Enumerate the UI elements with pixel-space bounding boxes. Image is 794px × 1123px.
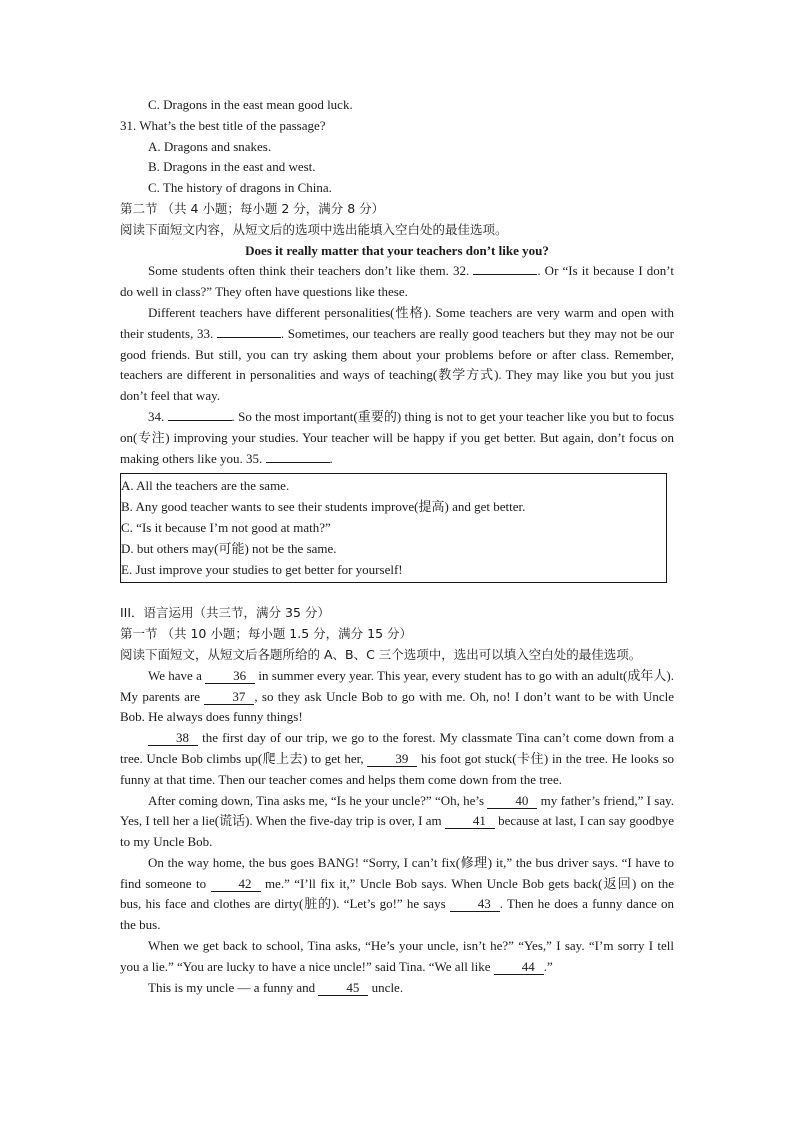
blank-33[interactable]	[217, 324, 281, 338]
blank-32[interactable]	[473, 261, 537, 275]
question-31-option-a: A. Dragons and snakes.	[148, 138, 272, 154]
exam-page	[120, 95, 674, 998]
option-d: D. but others may(可能) not be the same.	[121, 540, 337, 556]
blank-35[interactable]	[266, 449, 330, 463]
section3-header: III．语言运用（共三节，满分 35 分）	[120, 605, 330, 621]
blank-40[interactable]: 40	[487, 793, 537, 809]
blank-36[interactable]: 36	[205, 668, 255, 684]
section3-instruction: 阅读下面短文，从短文后各题所给的 A、B、C 三个选项中，选出可以填入空白处的最佳选项。	[120, 646, 642, 662]
question-31-option-c: C. The history of dragons in China.	[148, 180, 332, 196]
cloze-paragraph-6: This is my uncle — a funny and 45 uncle.	[148, 979, 404, 995]
section2-header: 第二节 （共 4 小题；每小题 2 分，满分 8 分）	[120, 200, 385, 216]
blank-38[interactable]: 38	[148, 730, 198, 746]
option-a: A. All the teachers are the same.	[121, 478, 290, 494]
options-box	[120, 473, 667, 583]
blank-45[interactable]: 45	[318, 980, 368, 996]
blank-34[interactable]	[168, 407, 232, 421]
question-31-option-b: B. Dragons in the east and west.	[148, 159, 316, 175]
cloze-paragraph-3: After coming down, Tina asks me, “Is he your uncle?” “Oh, he’s 40 my father’s friend,” I say. Yes, I tell her a lie(谎话). When the five-day trip is over, I am 41 because at last, I can say goodbye to my Uncle Bob.	[120, 792, 674, 850]
option-c: C. “Is it because I’m not good at math?”	[121, 519, 331, 535]
question-31: 31. What’s the best title of the passage?	[120, 117, 326, 133]
option-e: E. Just improve your studies to get better for yourself!	[121, 561, 403, 577]
cloze-paragraph-5: When we get back to school, Tina asks, “He’s your uncle, isn’t he?” “Yes,” I say. “I’m sorry I tell you a lie.” “You are lucky to have a nice uncle!” said Tina. “We all like 44 .”	[120, 938, 674, 974]
blank-43[interactable]: 43	[450, 896, 500, 912]
blank-42[interactable]: 42	[211, 876, 261, 892]
cloze-paragraph-2: 38 the first day of our trip, we go to the forest. My classmate Tina can’t come down from a tree. Uncle Bob climbs up(爬上去) to get her, 39 his foot got stuck(卡住) in the tree. He looks so funny at that time. Then our teacher comes and helps them come down from the tree.	[120, 730, 674, 787]
blank-39[interactable]: 39	[367, 751, 417, 767]
cloze-paragraph-4: On the way home, the bus goes BANG! “Sorry, I can’t fix(修理) it,” the bus driver says. “I have to find someone to 42 me.” “I’ll fix it,” Uncle Bob says. When Uncle Bob gets back(返回) on the bus, his face and clothes are dirty(脏的). “Let’s go!” he says 43 . Then he does a funny dance on the bus.	[120, 854, 675, 933]
section2-instruction: 阅读下面短文内容，从短文后的选项中选出能填入空白处的最佳选项。	[120, 221, 508, 237]
cloze-paragraph-1: We have a 36 in summer every year. This year, every student has to go with an adult(成年人). My parents are 37 , so they ask Uncle Bob to go with me. Oh, no! I don’t want to be with Uncle Bob. He always does funny things!	[120, 667, 674, 725]
blank-37[interactable]: 37	[204, 689, 254, 705]
passage-title: Does it really matter that your teachers don’t like you?	[245, 242, 549, 258]
section2-paragraph-3: 34. . So the most important(重要的) thing is not to get your teacher like you but to focus on(专注) improving your studies. Your teacher will be happy if you get better. But again, don’t focus on making others like you. 35. .	[120, 408, 674, 466]
option-c-previous: C. Dragons in the east mean good luck.	[148, 97, 353, 112]
section2-paragraph-1: Some students often think their teachers don’t like them. 32. . Or “Is it because I don’t do well in class?” They often have questions like these.	[120, 263, 674, 300]
section3-sub-header: 第一节 （共 10 小题；每小题 1.5 分，满分 15 分）	[120, 626, 413, 642]
option-b: B. Any good teacher wants to see their students improve(提高) and get better.	[121, 499, 526, 515]
section2-paragraph-2: Different teachers have different personalities(性格). Some teachers are very warm and open with their students, 33. . Sometimes, our teachers are really good teachers but they may not be our good friends. But still, you can try asking them about your problems before or after class. Remember, teachers are different in personalities and ways of teaching(教学方式). They may like you but you just don’t feel that way.	[120, 304, 674, 404]
blank-44[interactable]: 44	[494, 959, 544, 975]
blank-41[interactable]: 41	[445, 813, 495, 829]
